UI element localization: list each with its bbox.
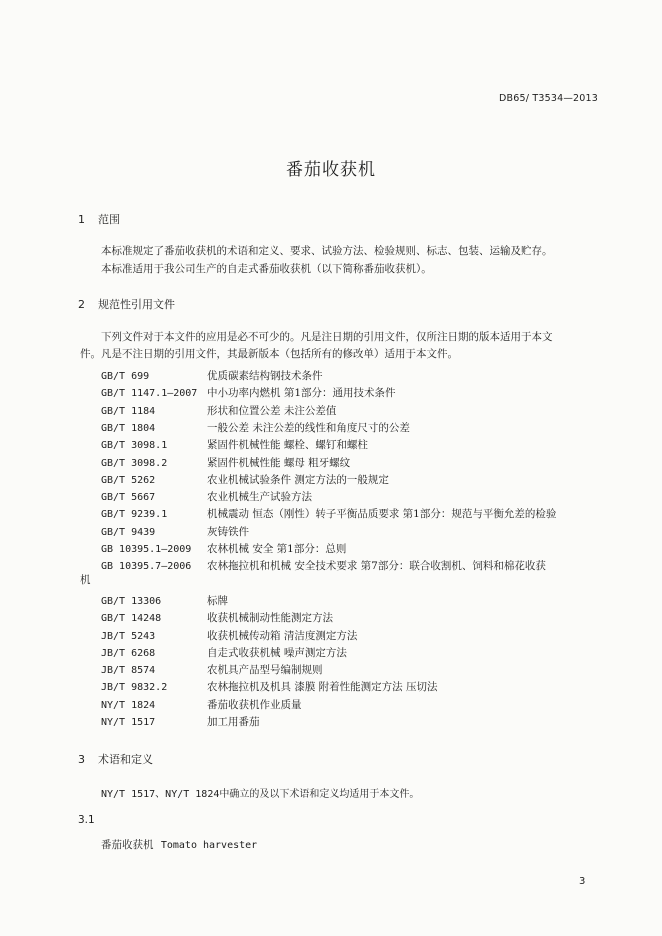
reference-code: GB/T 5667 — [101, 492, 156, 504]
reference-item — [101, 624, 357, 643]
section-3-heading — [78, 751, 153, 767]
reference-code: GB/T 13306 — [101, 595, 162, 607]
subsection-number: 3.1 — [78, 814, 95, 826]
reference-item — [101, 416, 410, 435]
reference-item — [101, 502, 556, 521]
reference-title: 优质碳素结构钢技术条件 — [207, 370, 323, 382]
section-1-heading — [78, 211, 120, 227]
section-number: 3 — [78, 753, 85, 766]
paragraph: 下列文件对于本文件的应用是必不可少的。凡是注日期的引用文件，仅所注日期的版本适用于本文 — [101, 331, 553, 343]
reference-title: 农机具产品型号编制规则 — [207, 664, 323, 677]
reference-item — [101, 710, 260, 729]
reference-code: GB/T 9239.1 — [101, 509, 168, 521]
reference-code: JB/T 6268 — [101, 647, 156, 659]
reference-item — [101, 468, 389, 487]
reference-item — [101, 589, 228, 608]
term-chinese: 番茄收获机 — [101, 839, 154, 851]
reference-item — [101, 451, 350, 470]
reference-code: GB/T 1804 — [101, 422, 156, 434]
reference-title: 农林机械 安全 第1部分：总则 — [207, 543, 347, 555]
reference-code: GB/T 3098.1 — [101, 440, 168, 452]
reference-code: GB/T 3098.2 — [101, 457, 168, 469]
reference-title: 标牌 — [207, 594, 228, 607]
reference-title: 中小功率内燃机 第1部分：通用技术条件 — [207, 387, 396, 400]
section-number: 2 — [78, 298, 85, 311]
reference-title: 农林拖拉机和机械 安全技术要求 第7部分：联合收割机、饲料和棉花收获 — [207, 560, 546, 573]
term-english: Tomato harvester — [160, 840, 258, 851]
paragraph: 本标准适用于我公司生产的自走式番茄收获机（以下简称番茄收获机）。 — [101, 263, 432, 275]
reference-title: 一般公差 未注公差的线性和角度尺寸的公差 — [207, 421, 410, 434]
reference-title: 加工用番茄 — [207, 716, 260, 728]
reference-title: 收获机械传动箱 清洁度测定方法 — [207, 629, 358, 642]
page-number: 3 — [579, 876, 586, 887]
reference-title: 番茄收获机作业质量 — [207, 698, 302, 711]
paragraph: 本标准规定了番茄收获机的术语和定义、要求、试验方法、检验规则、标志、包装、运输及贮存。 — [101, 245, 553, 257]
reference-title-continued: 机 — [80, 573, 91, 586]
reference-item — [101, 485, 312, 504]
reference-item — [101, 381, 396, 400]
reference-item — [101, 520, 249, 539]
reference-title: 形状和位置公差 未注公差值 — [207, 404, 337, 417]
reference-title: 农业机械试验条件 测定方法的一般规定 — [207, 473, 389, 486]
reference-code: GB/T 1147.1—2007 — [101, 388, 198, 400]
reference-item — [101, 537, 346, 556]
reference-code: NY/T 1517 — [101, 717, 156, 728]
reference-code: GB/T 5262 — [101, 474, 156, 486]
reference-code: JB/T 5243 — [101, 630, 156, 642]
reference-item — [101, 658, 323, 677]
document-title: 番茄收获机 — [286, 160, 376, 180]
reference-code: GB/T 1184 — [101, 405, 156, 417]
paragraph: NY/T 1517、NY/T 1824中确立的及以下术语和定义均适用于本文件。 — [101, 789, 420, 800]
reference-code: GB 10395.7—2006 — [101, 561, 192, 573]
reference-item — [101, 606, 333, 625]
paragraph-continued: 件。凡是不注日期的引用文件，其最新版本（包括所有的修改单）适用于本文件。 — [80, 348, 458, 360]
reference-title: 自走式收获机械 噪声测定方法 — [207, 646, 347, 659]
reference-item — [101, 641, 347, 660]
reference-code: NY/T 1824 — [101, 699, 156, 711]
reference-item — [101, 433, 368, 452]
reference-item — [101, 675, 438, 694]
section-title: 术语和定义 — [98, 753, 153, 766]
reference-code: GB/T 699 — [101, 371, 150, 382]
reference-code: GB 10395.1—2009 — [101, 544, 192, 555]
section-number: 1 — [78, 213, 85, 226]
reference-title: 收获机械制动性能测定方法 — [207, 612, 333, 625]
reference-title: 机械震动 恒态（刚性）转子平衡品质要求 第1部分：规范与平衡允差的检验 — [207, 508, 557, 521]
reference-title: 灰铸铁件 — [207, 525, 249, 538]
reference-item — [101, 399, 336, 418]
term-entry — [101, 837, 257, 852]
reference-item — [101, 554, 546, 573]
reference-code: GB/T 14248 — [101, 613, 162, 625]
reference-code: JB/T 8574 — [101, 665, 156, 677]
reference-item — [101, 693, 302, 712]
document-id: DB65/ T3534—2013 — [499, 93, 598, 104]
reference-item — [101, 364, 323, 383]
section-title: 范围 — [98, 213, 120, 226]
reference-code: JB/T 9832.2 — [101, 682, 168, 694]
section-title: 规范性引用文件 — [98, 298, 175, 311]
reference-title: 紧固件机械性能 螺栓、螺钉和螺柱 — [207, 439, 368, 452]
reference-title: 农林拖拉机及机具 漆膜 附着性能测定方法 压切法 — [207, 681, 438, 694]
section-2-heading — [78, 296, 175, 312]
reference-title: 紧固件机械性能 螺母 粗牙螺纹 — [207, 456, 351, 469]
reference-code: GB/T 9439 — [101, 526, 156, 538]
reference-title: 农业机械生产试验方法 — [207, 491, 312, 504]
